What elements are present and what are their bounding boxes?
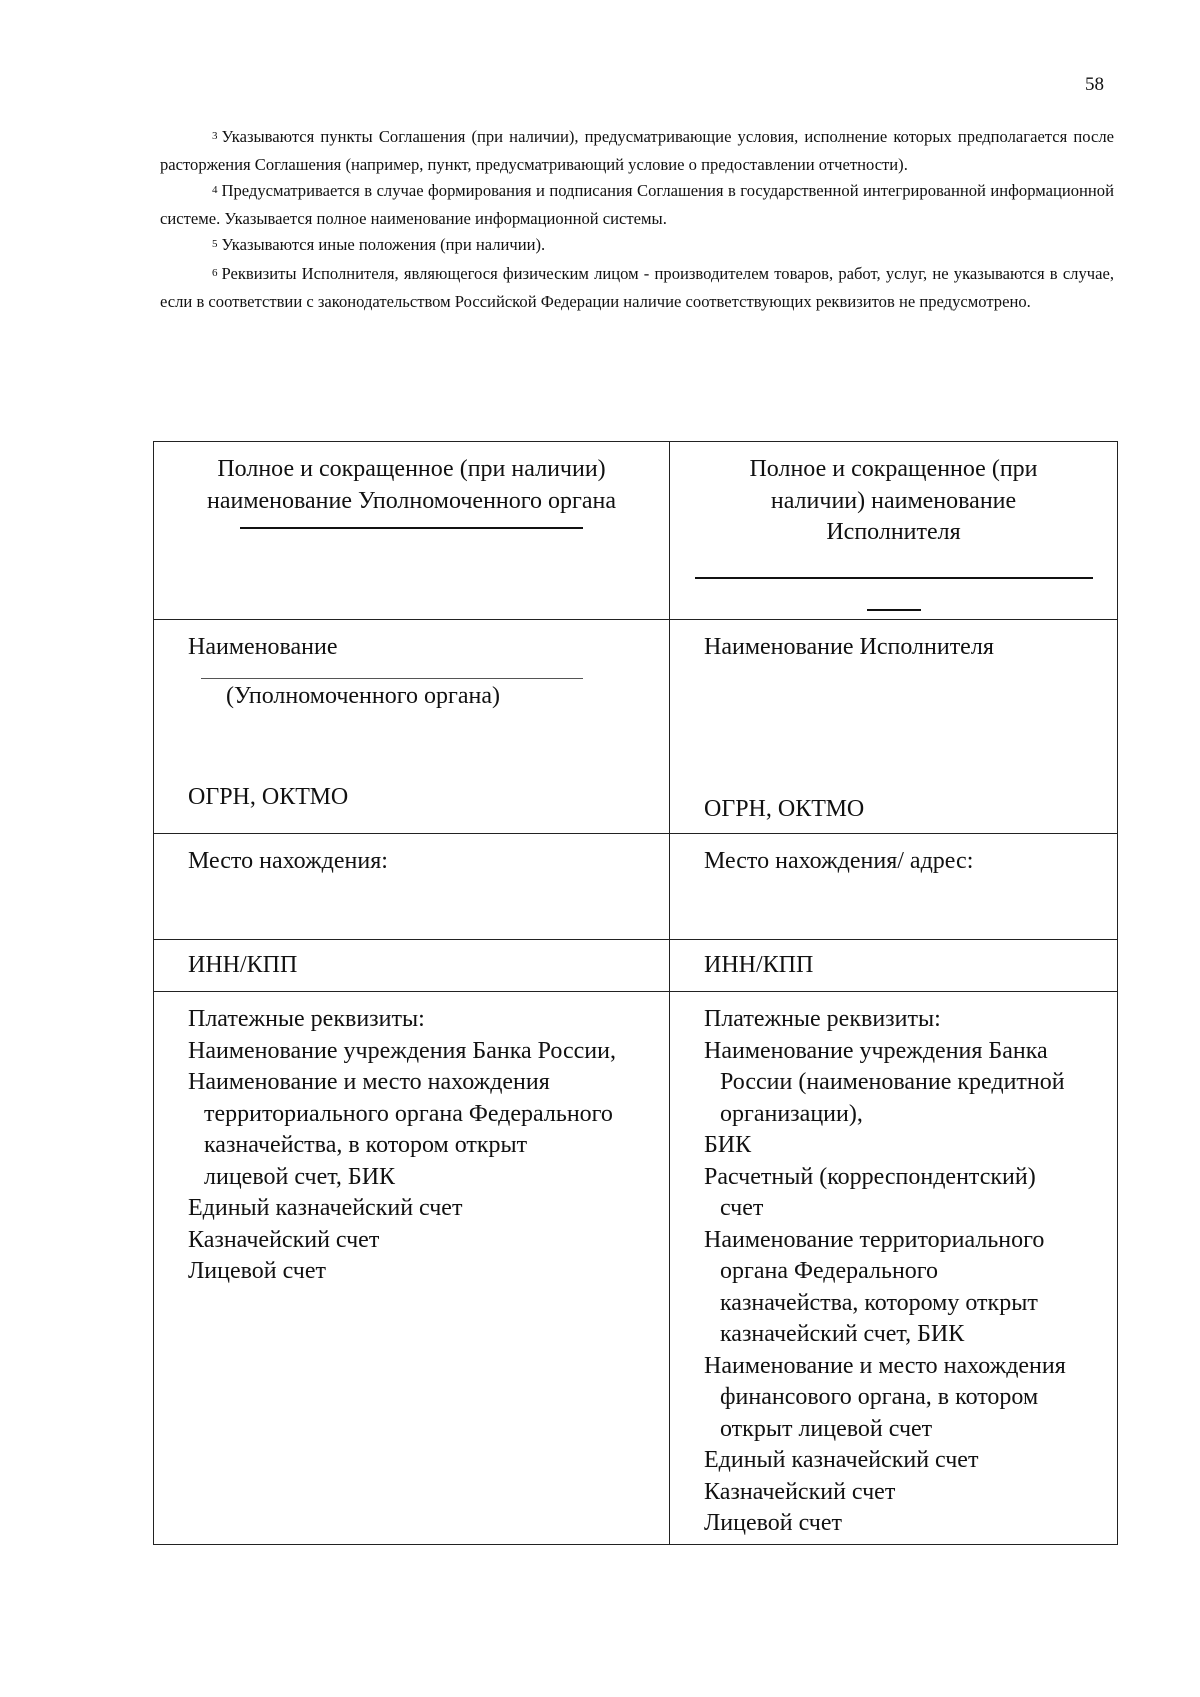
name-label: Наименование (188, 634, 338, 660)
signature-line (240, 527, 583, 529)
footnote-marker: 3 (212, 130, 218, 142)
location-label: Место нахождения/ адрес: (704, 848, 974, 874)
footnote-marker: 6 (212, 267, 218, 279)
payment-line: Лицевой счет (188, 1258, 327, 1284)
payment-line: Расчетный (корреспондентский) (704, 1163, 1036, 1190)
payment-list (154, 992, 669, 1288)
payment-line: Платежные реквизиты: (188, 1006, 425, 1032)
name-right-cell (670, 620, 1118, 834)
header-right-line-3: Исполнителя (826, 519, 961, 545)
payment-left-cell (154, 992, 670, 1545)
inn-label: ИНН/КПП (704, 952, 814, 978)
payment-line: Наименование учреждения Банка России, (188, 1037, 616, 1064)
payment-line: Наименование учреждения Банка (704, 1037, 1048, 1064)
requisites-table (153, 441, 1118, 1545)
footnote-6 (160, 261, 1114, 314)
footnote-text: Указываются иные положения (при наличии). (221, 235, 546, 254)
footnote-4 (160, 178, 1114, 231)
payment-line: финансового органа, в котором (720, 1384, 1039, 1410)
location-right-cell (670, 834, 1118, 940)
header-left-line-1: Полное и сокращенное (при наличии) (217, 456, 606, 482)
name-left-cell (154, 620, 670, 834)
header-right-cell (670, 442, 1118, 620)
payment-line: казначейства, в котором открыт (204, 1132, 528, 1158)
payment-right-cell (670, 992, 1118, 1545)
footnote-text: Реквизиты Исполнителя, являющегося физическим лицом - производителем товаров, работ, услуг, не указываются в случае, если в соответствии с законодательством Российской Федерации наличие соответствующих реквизитов не предусмотрено. (160, 264, 1114, 311)
inn-label: ИНН/КПП (188, 952, 298, 978)
payment-line: Наименование и место нахождения (188, 1069, 550, 1095)
name-sublabel: (Уполномоченного органа) (226, 682, 500, 709)
payment-line: казначейства, которому открыт (720, 1289, 1038, 1316)
fill-line (201, 678, 583, 679)
location-label: Место нахождения: (188, 848, 388, 874)
payment-line: лицевой счет, БИК (204, 1163, 396, 1190)
payment-line: организации), (720, 1100, 863, 1127)
table-row (154, 940, 1118, 992)
inn-right-cell (670, 940, 1118, 992)
payment-line: Единый казначейский счет (188, 1195, 463, 1221)
ogrn-label: ОГРН, ОКТМО (704, 795, 865, 822)
name-label: Наименование Исполнителя (704, 634, 994, 660)
table-row (154, 834, 1118, 940)
payment-line: Единый казначейский счет (704, 1447, 979, 1473)
payment-line: территориального органа Федерального (204, 1100, 613, 1127)
footnote-5 (160, 232, 1114, 260)
table-row (154, 620, 1118, 834)
header-left-line-2: наименование Уполномоченного органа (206, 487, 617, 514)
payment-line: Казначейский счет (704, 1478, 896, 1505)
payment-line: России (наименование кредитной (720, 1069, 1065, 1095)
payment-line: Лицевой счет (704, 1510, 843, 1536)
footnote-3 (160, 124, 1114, 177)
location-left-cell (154, 834, 670, 940)
header-right-line-2: наличии) наименование (770, 487, 1017, 514)
table-row (154, 992, 1118, 1545)
header-right-line-1: Полное и сокращенное (при (749, 456, 1038, 482)
footnote-marker: 4 (212, 184, 218, 196)
payment-line: БИК (704, 1132, 752, 1158)
footnote-text: Указываются пункты Соглашения (при наличии), предусматривающие условия, исполнение которых предполагается после расторжения Соглашения (например, пункт, предусматривающий условие о предоставлении отчетности). (160, 127, 1114, 174)
payment-line: Платежные реквизиты: (704, 1006, 941, 1032)
footnotes (160, 124, 1114, 315)
header-left-cell (154, 442, 670, 620)
signature-line-short (867, 609, 921, 611)
payment-line: Казначейский счет (188, 1226, 380, 1253)
payment-line: открыт лицевой счет (720, 1415, 933, 1442)
payment-line: Наименование и место нахождения (704, 1352, 1066, 1379)
signature-line (695, 577, 1093, 579)
ogrn-label: ОГРН, ОКТМО (188, 784, 349, 810)
payment-line: Наименование территориального (704, 1226, 1045, 1253)
inn-left-cell (154, 940, 670, 992)
payment-line: счет (720, 1195, 764, 1221)
page-number: 58 (1085, 74, 1104, 95)
payment-list (670, 992, 1117, 1540)
payment-line: казначейский счет, БИК (720, 1321, 965, 1347)
table-row (154, 442, 1118, 620)
payment-line: органа Федерального (720, 1258, 939, 1284)
footnote-text: Предусматривается в случае формирования и подписания Соглашения в государственной интегрированной информационной системе. Указывается полное наименование информационной системы. (160, 181, 1114, 228)
footnote-marker: 5 (212, 238, 218, 250)
